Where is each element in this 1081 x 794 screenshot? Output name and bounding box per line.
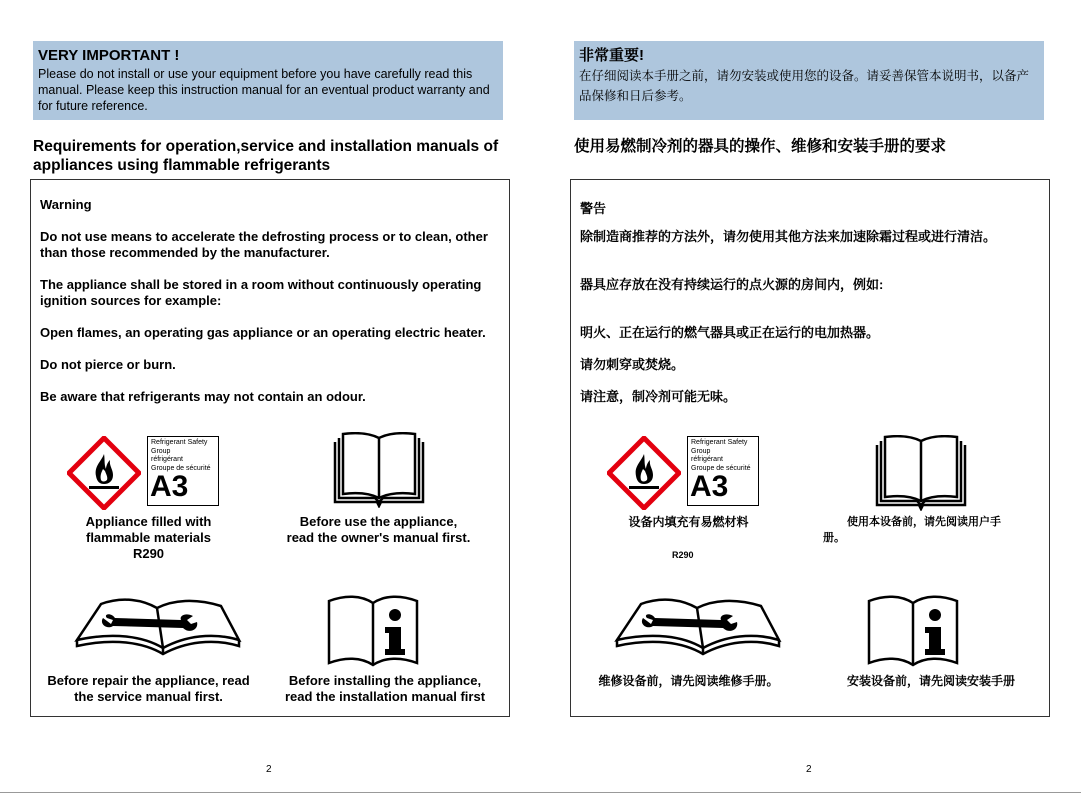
flammable-diamond-icon bbox=[607, 436, 681, 510]
caption-line: 册。 bbox=[823, 532, 845, 544]
caption-flammable: 设备内填充有易燃材料 bbox=[628, 515, 749, 529]
caption-installation-manual: 安装设备前，请先阅读安装手册 bbox=[846, 674, 1015, 688]
caption-line: R290 bbox=[132, 546, 165, 561]
section-heading: Requirements for operation,service and installation manuals of appliances using flammable refrigerants bbox=[33, 138, 499, 174]
flammable-diamond-icon bbox=[67, 436, 141, 510]
open-book-icon bbox=[331, 432, 427, 508]
caption-line: Before use the appliance, bbox=[299, 514, 458, 529]
page-number: 2 bbox=[266, 764, 272, 775]
service-manual-wrench-icon bbox=[73, 590, 243, 666]
warning-label: Warning bbox=[40, 197, 92, 212]
section-heading: 使用易燃制冷剂的器具的操作、维修和安装手册的要求 bbox=[574, 138, 947, 155]
caption-line: Before installing the appliance, bbox=[288, 673, 482, 688]
warning-paragraph: Be aware that refrigerants may not contain an odour. bbox=[40, 389, 366, 404]
installation-manual-info-icon bbox=[327, 593, 419, 667]
caption-line: 使用本设备前，请先阅读用户手 bbox=[847, 516, 1001, 528]
refrigerant-class: A3 bbox=[150, 470, 189, 503]
warning-box bbox=[30, 179, 510, 717]
label-line: réfrigérant bbox=[691, 456, 723, 463]
notice-title: 非常重要! bbox=[579, 47, 644, 64]
caption-installation-manual bbox=[274, 673, 496, 705]
warning-paragraph: The appliance shall be stored in a room without continuously operating ignition sources for example: bbox=[40, 277, 482, 308]
important-notice bbox=[33, 41, 503, 120]
label-line: Refrigerant Safety bbox=[151, 439, 208, 446]
open-book-icon bbox=[873, 435, 969, 511]
caption-owner-manual bbox=[823, 514, 1023, 546]
warning-paragraph: 请注意，制冷剂可能无味。 bbox=[580, 389, 737, 404]
left-page bbox=[0, 0, 540, 794]
notice-title: VERY IMPORTANT ! bbox=[38, 47, 180, 64]
label-line: Group bbox=[151, 447, 171, 455]
label-line: réfrigérant bbox=[151, 456, 183, 463]
bottom-rule bbox=[0, 792, 1081, 793]
service-manual-wrench-icon bbox=[613, 590, 783, 666]
caption-flammable bbox=[51, 514, 246, 562]
refrigerant-class-label-icon bbox=[687, 436, 759, 506]
warning-paragraph: 器具应存放在没有持续运行的点火源的房间内，例如: bbox=[580, 277, 884, 292]
caption-line: the service manual first. bbox=[74, 689, 223, 704]
caption-line: flammable materials bbox=[85, 530, 211, 545]
caption-owner-manual bbox=[276, 514, 481, 546]
warning-box bbox=[570, 179, 1050, 717]
warning-paragraph: Open flames, an operating gas appliance or an operating electric heater. bbox=[40, 325, 486, 340]
warning-paragraph: 明火、正在运行的燃气器具或正在运行的电加热器。 bbox=[580, 325, 880, 340]
notice-text: 在仔细阅读本手册之前，请勿安装或使用您的设备。请妥善保管本说明书，以备产品保修和日后参考。 bbox=[579, 69, 1030, 103]
label-line: Groupe de sécurité bbox=[151, 464, 211, 472]
right-page bbox=[540, 0, 1080, 794]
caption-service-manual bbox=[36, 673, 261, 705]
label-line: Refrigerant Safety bbox=[691, 439, 748, 446]
caption-line: Before repair the appliance, read bbox=[47, 673, 250, 688]
warning-paragraph: 请勿刺穿或焚烧。 bbox=[580, 357, 685, 372]
caption-r290: R290 bbox=[672, 550, 694, 560]
caption-line: read the owner's manual first. bbox=[286, 530, 471, 545]
notice-text: Please do not install or use your equipment before you have carefully read this manual. Please keep this instruction manual for an eventual product warranty and for future reference. bbox=[38, 67, 490, 113]
warning-paragraph: 除制造商推荐的方法外，请勿使用其他方法来加速除霜过程或进行清洁。 bbox=[580, 229, 997, 244]
warning-paragraph: Do not pierce or burn. bbox=[40, 357, 176, 372]
warning-label: 警告 bbox=[580, 201, 607, 216]
warning-paragraph: Do not use means to accelerate the defrosting process or to clean, other than those recommended by the manufacturer. bbox=[40, 229, 488, 260]
refrigerant-class-label-icon bbox=[147, 436, 219, 506]
caption-line: Appliance filled with bbox=[85, 514, 212, 529]
label-line: Group bbox=[691, 447, 711, 455]
caption-service-manual: 维修设备前，请先阅读维修手册。 bbox=[598, 674, 779, 688]
label-line: Groupe de sécurité bbox=[691, 464, 751, 472]
caption-line: read the installation manual first bbox=[284, 689, 486, 704]
installation-manual-info-icon bbox=[867, 593, 959, 667]
important-notice bbox=[574, 41, 1044, 120]
page-number: 2 bbox=[806, 764, 812, 775]
refrigerant-class: A3 bbox=[690, 470, 729, 503]
